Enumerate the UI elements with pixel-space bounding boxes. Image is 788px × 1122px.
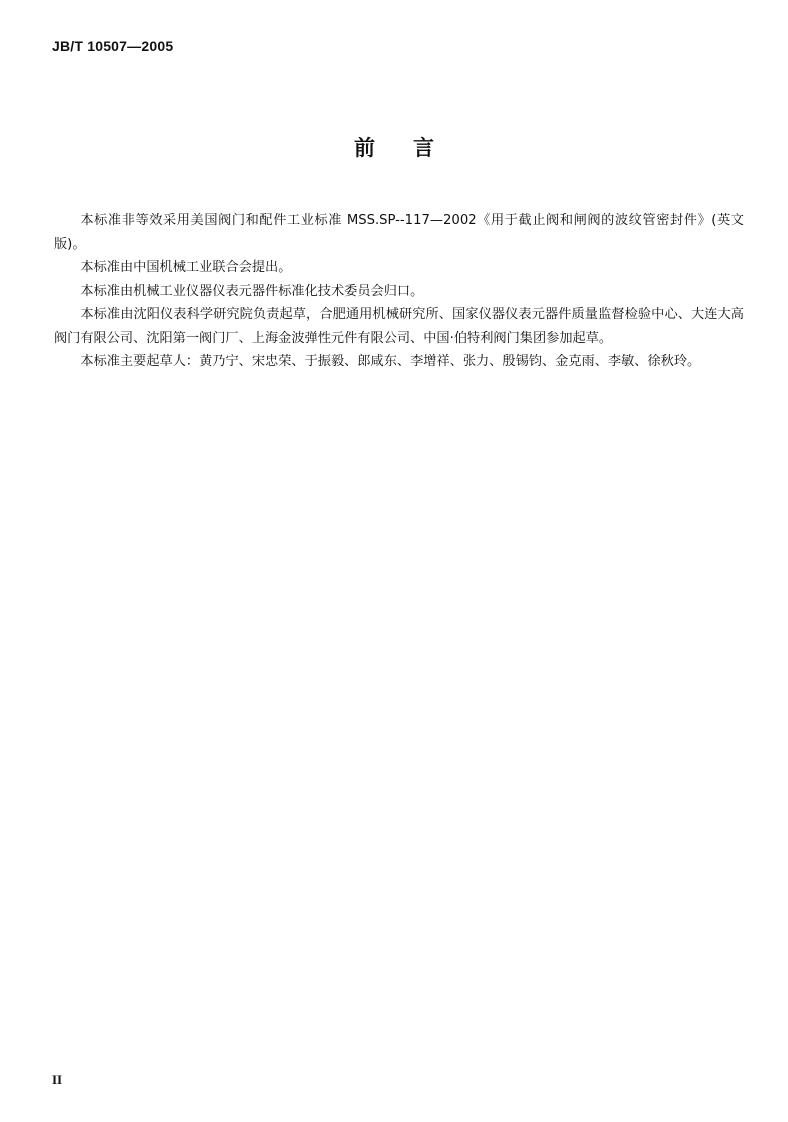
paragraph-adoption: 本标准非等效采用美国阀门和配件工业标准 MSS.SP--117—2002《用于截止阀和闸阀的波纹管密封件》(英文版)。 [54, 213, 744, 252]
paragraph-committee: 本标准由机械工业仪器仪表元器件标准化技术委员会归口。 [80, 283, 424, 299]
page-number: II [52, 1072, 63, 1087]
foreword-body [54, 209, 744, 374]
paragraph-drafters: 本标准主要起草人：黄乃宁、宋忠荣、于振毅、郎咸东、李增祥、张力、殷锡钧、金克雨、李敏、徐秋玲。 [80, 354, 701, 369]
standard-code: JB/T 10507—2005 [52, 38, 174, 54]
paragraph-proposer: 本标准由中国机械工业联合会提出。 [80, 260, 292, 275]
paragraph-drafting-units: 本标准由沈阳仪表科学研究院负责起草，合肥通用机械研究所、国家仪器仪表元器件质量监督检验中心、大连大高阀门有限公司、沈阳第一阀门厂、上海金波弹性元件有限公司、中国·伯特利阀门集团参加起草。 [54, 307, 744, 346]
page-title: 前言 [354, 136, 472, 160]
